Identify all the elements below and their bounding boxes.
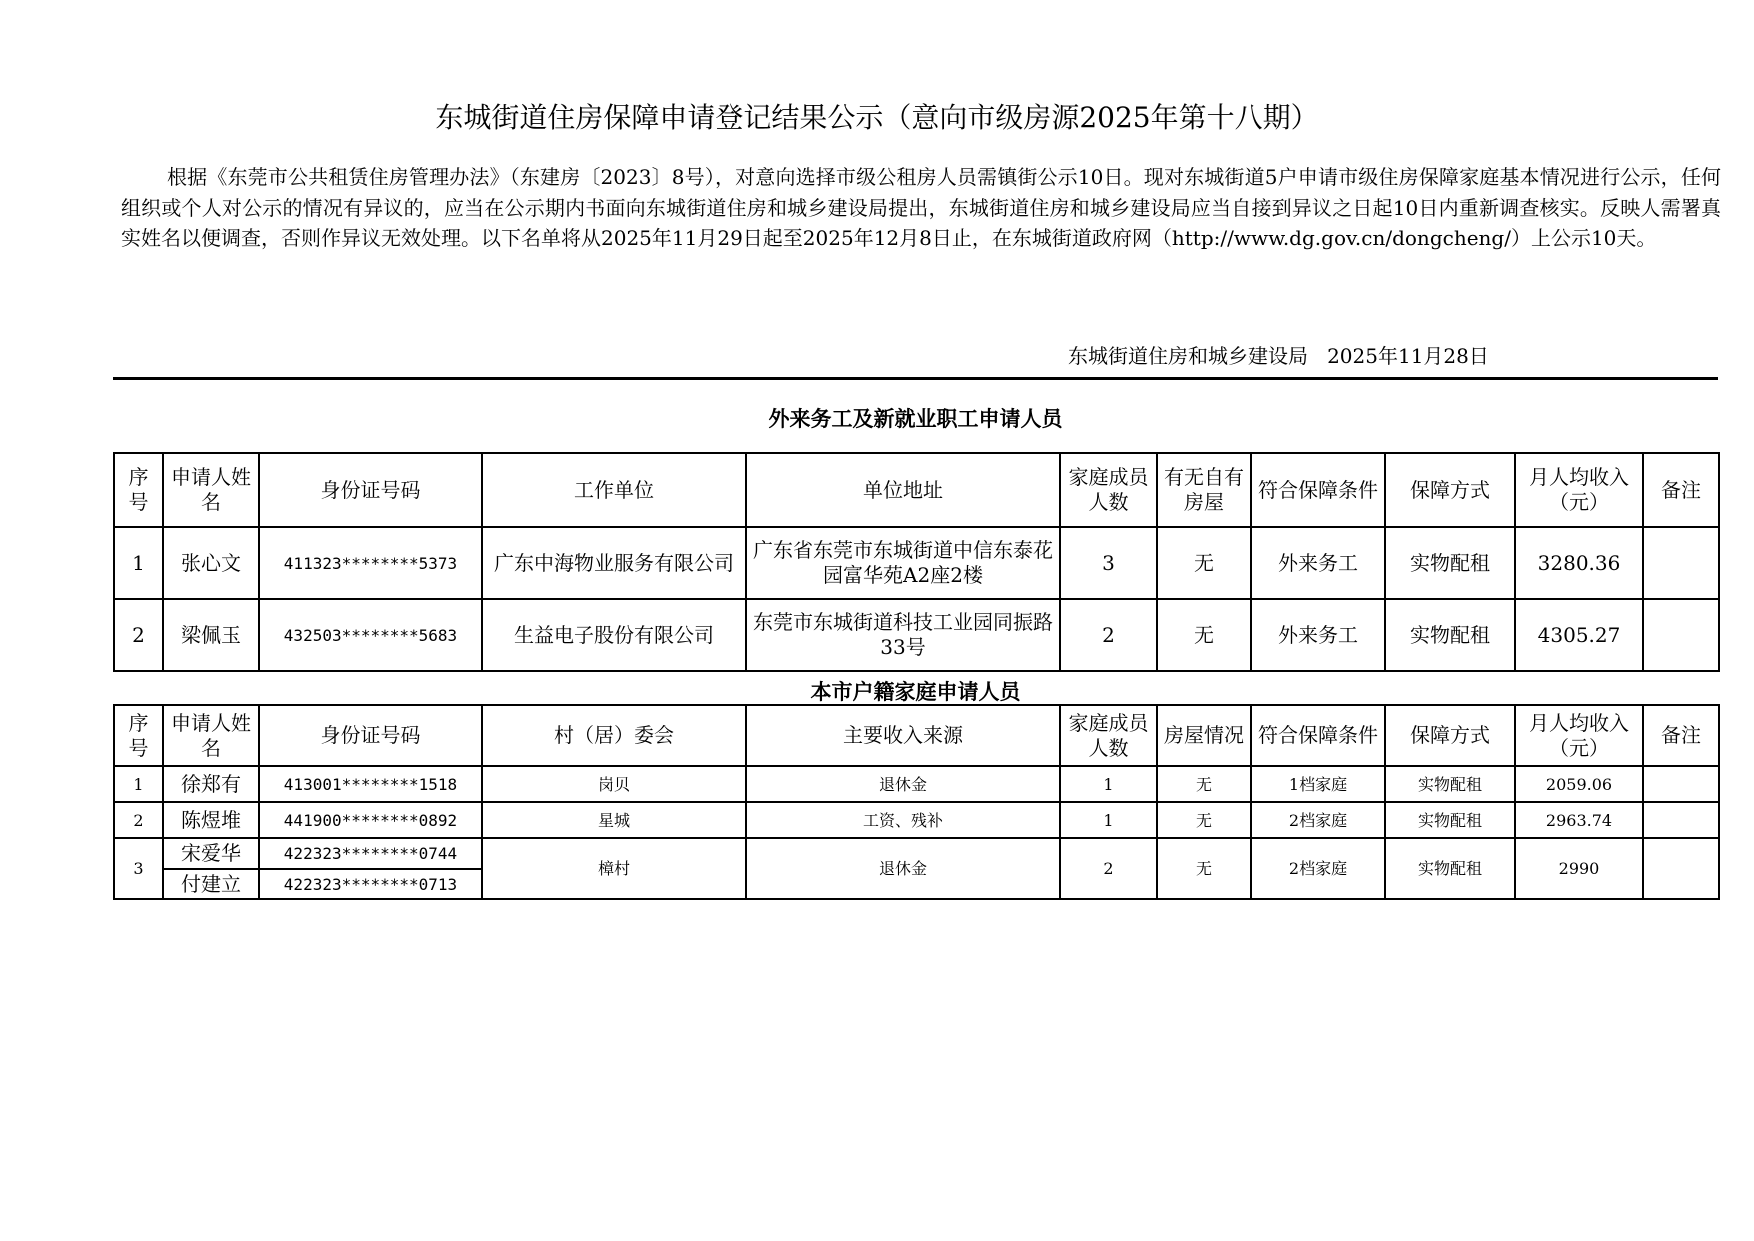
table-row: [114, 802, 1719, 838]
table-cell: 无: [1157, 599, 1251, 671]
table-cell: 3280.36: [1515, 527, 1643, 599]
column-header: 房屋情况: [1157, 705, 1251, 766]
column-header: 主要收入来源: [746, 705, 1060, 766]
cell-name: 宋爱华: [163, 838, 259, 869]
table-cell: 外来务工: [1251, 527, 1385, 599]
table-cell: 实物配租: [1385, 599, 1515, 671]
table-cell: 实物配租: [1385, 766, 1515, 802]
cell-note: [1643, 838, 1719, 899]
table-cell: 441900********0892: [259, 802, 482, 838]
table-cell: 2963.74: [1515, 802, 1643, 838]
table-cell: [1643, 599, 1719, 671]
local-applicants-table: [113, 704, 1720, 900]
table-cell: 2: [114, 599, 163, 671]
table-cell: 梁佩玉: [163, 599, 259, 671]
header-row: [114, 705, 1719, 766]
cell-housing: 无: [1157, 838, 1251, 899]
column-header: 家庭成员人数: [1060, 705, 1157, 766]
column-header: 家庭成员人数: [1060, 453, 1157, 527]
table-cell: 工资、残补: [746, 802, 1060, 838]
table-cell: 1: [114, 527, 163, 599]
cell-income-source: 退休金: [746, 838, 1060, 899]
table-cell: [1643, 766, 1719, 802]
table-cell: 1: [114, 766, 163, 802]
table-cell: 1: [1060, 766, 1157, 802]
table-cell: 411323********5373: [259, 527, 482, 599]
table-cell: 徐郑有: [163, 766, 259, 802]
table-cell: 东莞市东城街道科技工业园同振路33号: [746, 599, 1060, 671]
migrant-applicants-table: [113, 452, 1720, 672]
table-cell: 432503********5683: [259, 599, 482, 671]
table-cell: 2059.06: [1515, 766, 1643, 802]
cell-members: 2: [1060, 838, 1157, 899]
table-cell: 无: [1157, 766, 1251, 802]
notice-paragraph: 根据《东莞市公共租赁住房管理办法》（东建房〔2023〕8号），对意向选择市级公租房人员需镇街公示10日。现对东城街道5户申请市级住房保障家庭基本情况进行公示，任何组织或个人对公示的情况有异议的，应当在公示期内书面向东城街道住房和城乡建设局提出，东城街道住房和城乡建设局应当自接到异议之日起10日内重新调查核实。反映人需署真实姓名以便调查，否则作异议无效处理。以下名单将从2025年11月29日起至2025年12月8日止，在东城街道政府网（http://www.dg.gov.cn/dongcheng/）上公示10天。: [121, 165, 1721, 250]
column-header: 保障方式: [1385, 453, 1515, 527]
column-header: 工作单位: [482, 453, 746, 527]
column-header: 序号: [114, 453, 163, 527]
column-header: 有无自有房屋: [1157, 453, 1251, 527]
table-cell: 星城: [482, 802, 746, 838]
table-cell: 2: [1060, 599, 1157, 671]
table-cell: 无: [1157, 527, 1251, 599]
table-cell: 退休金: [746, 766, 1060, 802]
column-header: 身份证号码: [259, 705, 482, 766]
table-cell: 实物配租: [1385, 802, 1515, 838]
table-cell: 无: [1157, 802, 1251, 838]
column-header: 备注: [1643, 453, 1719, 527]
table-cell: 广东省东莞市东城街道中信东泰花园富华苑A2座2楼: [746, 527, 1060, 599]
table-cell: [1643, 802, 1719, 838]
signature-org: 东城街道住房和城乡建设局: [1068, 344, 1308, 368]
table-cell: 1: [1060, 802, 1157, 838]
cell-no: 3: [114, 838, 163, 899]
cell-committee: 樟村: [482, 838, 746, 899]
column-header: 申请人姓名: [163, 453, 259, 527]
column-header: 单位地址: [746, 453, 1060, 527]
page-title: 东城街道住房保障申请登记结果公示（意向市级房源2025年第十八期）: [435, 101, 1319, 134]
signature: [1068, 340, 1489, 369]
cell-id: 422323********0744: [259, 838, 482, 869]
column-header: 申请人姓名: [163, 705, 259, 766]
column-header: 月人均收入（元）: [1515, 453, 1643, 527]
table-cell: 张心文: [163, 527, 259, 599]
cell-income: 2990: [1515, 838, 1643, 899]
table-cell: 413001********1518: [259, 766, 482, 802]
signature-date: 2025年11月28日: [1327, 344, 1489, 368]
table-cell: 陈煜堆: [163, 802, 259, 838]
column-header: 符合保障条件: [1251, 453, 1385, 527]
cell-condition: 2档家庭: [1251, 838, 1385, 899]
table-cell: 外来务工: [1251, 599, 1385, 671]
table-cell: 4305.27: [1515, 599, 1643, 671]
column-header: 村（居）委会: [482, 705, 746, 766]
section-title-local: 本市户籍家庭申请人员: [810, 680, 1021, 704]
table-cell: 1档家庭: [1251, 766, 1385, 802]
header-row: [114, 453, 1719, 527]
table-cell: 实物配租: [1385, 527, 1515, 599]
cell-name: 付建立: [163, 869, 259, 899]
column-header: 序号: [114, 705, 163, 766]
cell-id: 422323********0713: [259, 869, 482, 899]
table-cell: 3: [1060, 527, 1157, 599]
table-row: [114, 766, 1719, 802]
table-row: [114, 838, 1719, 869]
column-header: 身份证号码: [259, 453, 482, 527]
table-cell: 广东中海物业服务有限公司: [482, 527, 746, 599]
table-row: [114, 527, 1719, 599]
column-header: 月人均收入（元）: [1515, 705, 1643, 766]
table-cell: 2档家庭: [1251, 802, 1385, 838]
section-title-migrant: 外来务工及新就业职工申请人员: [768, 407, 1063, 431]
table-cell: 2: [114, 802, 163, 838]
table-cell: 岗贝: [482, 766, 746, 802]
column-header: 保障方式: [1385, 705, 1515, 766]
column-header: 备注: [1643, 705, 1719, 766]
table-cell: 生益电子股份有限公司: [482, 599, 746, 671]
divider: [113, 377, 1718, 380]
table-cell: [1643, 527, 1719, 599]
table-row: [114, 599, 1719, 671]
column-header: 符合保障条件: [1251, 705, 1385, 766]
cell-method: 实物配租: [1385, 838, 1515, 899]
